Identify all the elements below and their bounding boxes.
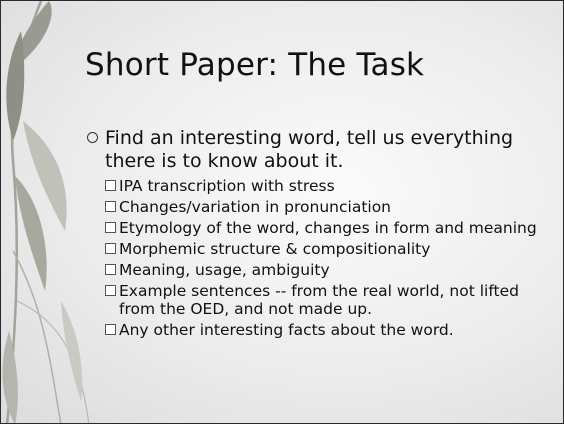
sub-bullet: [105, 198, 555, 216]
sub-bullet: [105, 282, 555, 318]
square-bullet-icon: [105, 201, 116, 212]
sub-bullet: [105, 240, 555, 258]
square-bullet-icon: [105, 264, 116, 275]
sub-bullet: [105, 321, 555, 339]
sub-bullet-text: Etymology of the word, changes in form and meaning: [119, 219, 537, 237]
sub-bullet-text: Morphemic structure & compositionality: [119, 240, 431, 258]
main-bullet: [87, 127, 555, 173]
sub-bullet: [105, 219, 555, 237]
hollow-circle-bullet-icon: [87, 132, 98, 143]
square-bullet-icon: [105, 243, 116, 254]
sub-bullet-text: Meaning, usage, ambiguity: [119, 261, 330, 279]
sub-bullet-text: IPA transcription with stress: [119, 177, 335, 195]
square-bullet-icon: [105, 222, 116, 233]
square-bullet-icon: [105, 324, 116, 335]
sub-bullet-text: Example sentences -- from the real world, not lifted from the OED, and not made up.: [119, 282, 519, 318]
slide-title: Short Paper: The Task: [85, 47, 425, 83]
sub-bullet: [105, 261, 555, 279]
square-bullet-icon: [105, 285, 116, 296]
square-bullet-icon: [105, 180, 116, 191]
sub-bullet-text: Any other interesting facts about the word.: [119, 321, 454, 339]
bullet-list: [87, 127, 555, 342]
sub-bullet-text: Changes/variation in pronunciation: [119, 198, 392, 216]
main-bullet-text: Find an interesting word, tell us everything there is to know about it.: [105, 127, 514, 172]
sub-bullet: [105, 177, 555, 195]
sub-bullet-list: [105, 177, 555, 339]
